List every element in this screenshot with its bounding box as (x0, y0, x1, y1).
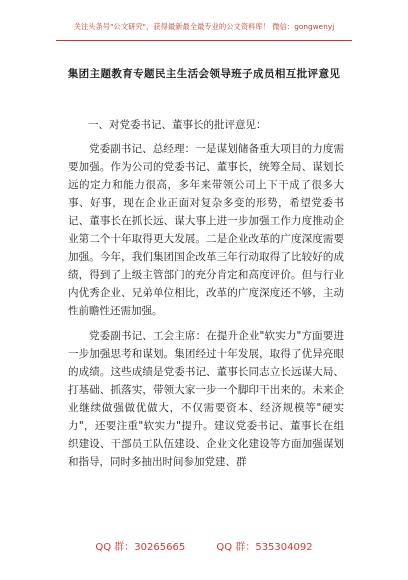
paragraph-2: 党委副书记、工会主席：在提升企业"软实力"方面要进一步加强思考和谋划。集团经过十年发展，取得了优异亮眼的成绩。这些成绩是党委书记、董事长同志立长远谋大局、打基础、抓落实，带领大家一步一个脚印干出来的。未来企业继续做强做优做大，不仅需要资本、经济规模等"硬实力"，还要注重"软实力"提升。建议党委书记、董事长在组织建设、干部员工队伍建设、企业文化建设等方面加强谋划和指导，同时多抽出时间参加党建、群 (68, 330, 344, 468)
footer-qq-group-1: QQ 群：30265665 (95, 542, 186, 553)
document-body (68, 116, 344, 478)
document-title: 集团主题教育专题民主生活会领导班子成员相互批评意见 (67, 68, 341, 80)
paragraph-1: 党委副书记、总经理：一是谋划储备重大项目的力度需要加强。作为公司的党委书记、董事长，统筹全局、谋划长远的定力和能力很高，多年来带领公司上下干成了很多大事、好事，现在企业正面对复杂多变的形势，希望党委书记、董事长在抓长远、谋大事上进一步加强工作力度推动企业第二个十年取得更大发展。二是企业改革的广度深度需要加强。今年，我们集团国企改革三年行动取得了比较好的成绩，得到了上级主管部门的充分肯定和高度评价。但与行业内优秀企业、兄弟单位相比，改革的广度深度还不够，主动性前瞻性还需加强。 (68, 143, 344, 317)
footer-qq-group-2: QQ 群：535304092 (216, 542, 313, 553)
footer (0, 538, 408, 553)
header-divider (56, 40, 352, 41)
header-note: 关注头条号"公文研究"，获得最新最全最专业的公文资料库！ 微信：gongwenyj (73, 22, 335, 31)
section-heading: 一、对党委书记、董事长的批评意见： (88, 119, 267, 131)
